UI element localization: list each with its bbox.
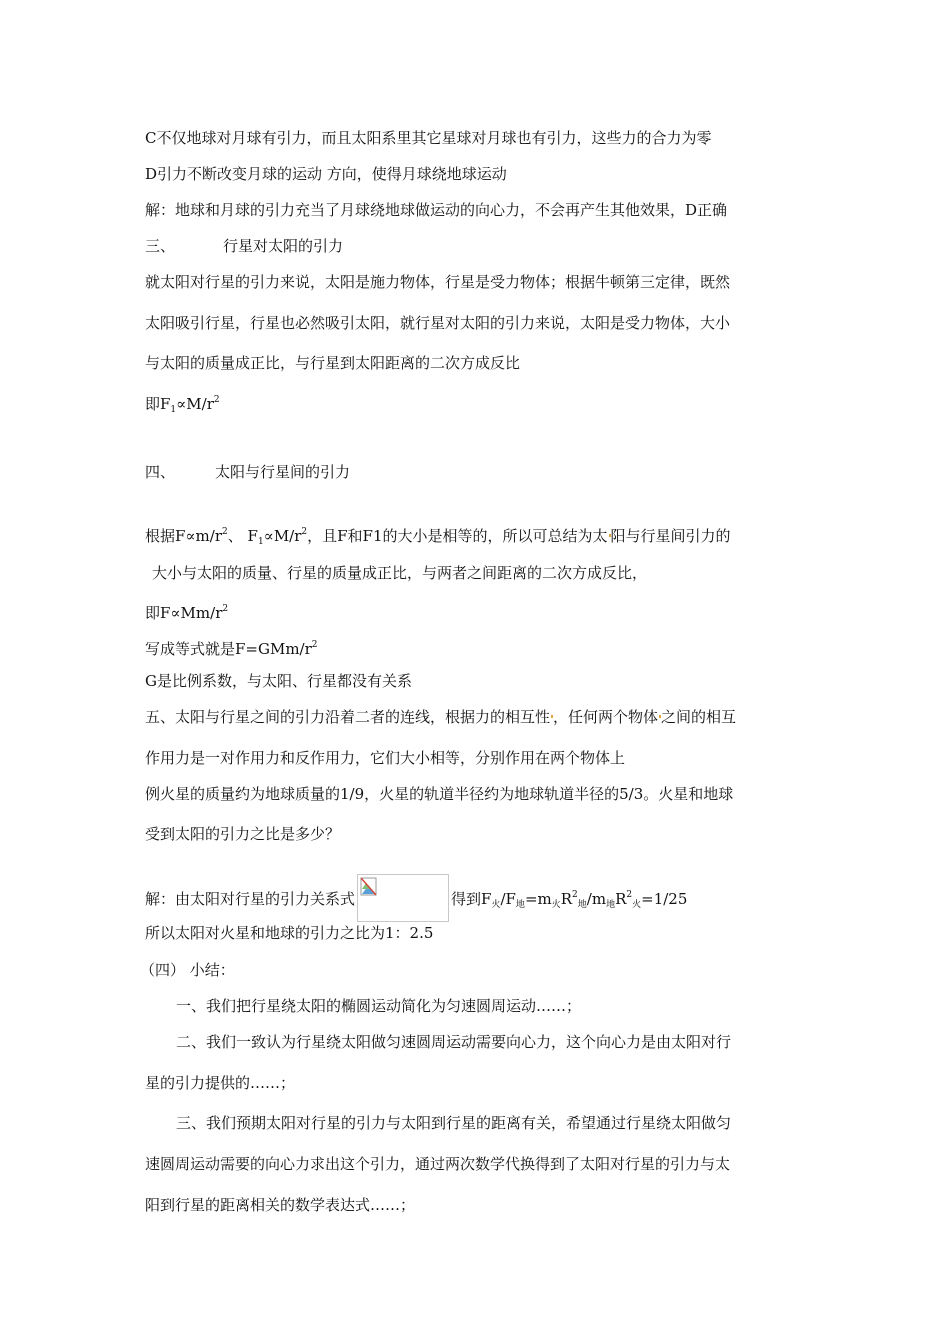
sub-huo-1: 火 — [491, 900, 501, 910]
solution-1: 解：地球和月球的引力充当了月球绕地球做运动的向心力，不会再产生其他效果，D正确 — [145, 201, 728, 219]
paragraph-5-line-1 — [145, 707, 736, 727]
paragraph-3-line-1: 就太阳对行星的引力来说，太阳是施力物体，行星是受力物体；根据牛顿第三定律，既然 — [145, 273, 731, 291]
p4-seg-c: ∝M/r — [263, 527, 302, 545]
formula-f1-superscript: 2 — [213, 395, 220, 405]
section-4-title: 太阳与行星间的引力 — [215, 463, 351, 481]
formula-f1-body: ∝M/r — [176, 395, 214, 413]
p4-seg-a: 根据F∝m/r — [145, 527, 223, 545]
p5-seg-a: 五、太阳与行星之间的引力沿着二者的连线，根据力的相互性 — [145, 708, 551, 726]
p4-sup-1: 2 — [222, 527, 228, 537]
p5-seg-b: ，任何两个物体 — [553, 708, 659, 726]
summary-point-3-line-2: 速圆周运动需要的向心力求出这个引力，通过两次数学代换得到了太阳对行星的引力与太 — [145, 1155, 731, 1173]
p4-seg-e: 阳与行星间引力的 — [610, 527, 731, 545]
sub-huo-2: 火 — [551, 900, 561, 910]
p4-sub-1: 1 — [257, 537, 264, 547]
broken-image-placeholder — [357, 874, 449, 922]
summary-point-3-line-1: 三、我们预期太阳对行星的引力与太阳到行星的距离有关，希望通过行星绕太阳做匀 — [176, 1114, 732, 1132]
solution-2-result-prefix: 得到F — [451, 890, 492, 908]
summary-point-2-line-2: 星的引力提供的……； — [145, 1074, 296, 1092]
solution-2 — [145, 874, 687, 922]
p4-sup-2: 2 — [301, 527, 308, 537]
section-4-number: 四、 — [145, 463, 176, 481]
example-line-1: 例火星的质量约为地球质量的1/9，火星的轨道半径约为地球轨道半径的5/3。火星和地球 — [145, 785, 734, 803]
solution-2-eq: =m — [524, 890, 552, 908]
summary-point-2-line-1: 二、我们一致认为行星绕太阳做匀速圆周运动需要向心力，这个向心力是由太阳对行 — [176, 1033, 732, 1051]
constant-g-note: G是比例系数，与太阳、行星都没有关系 — [145, 672, 412, 690]
paragraph-3-line-2: 太阳吸引行星，行星也必然吸引太阳，就行星对太阳的引力来说，太阳是受力物体，大小 — [145, 314, 731, 332]
sup-two-1: 2 — [572, 890, 578, 900]
formula-gravitation — [145, 635, 318, 659]
p4-seg-d: ，且F和F1的大小是相等的，所以可总结为太 — [307, 527, 608, 545]
solution-2-div: /m — [586, 890, 607, 908]
sub-di-2: 地 — [577, 900, 587, 910]
formula-f1 — [145, 390, 220, 420]
example-line-2: 受到太阳的引力之比是多少？ — [145, 825, 341, 843]
sub-huo-3: 火 — [632, 900, 642, 910]
paragraph-4-line-2: 大小与太阳的质量、行星的质量成正比，与两者之间距离的二次方成反比， — [152, 564, 648, 582]
answer-line: 所以太阳对火星和地球的引力之比为1：2.5 — [145, 924, 434, 942]
broken-image-icon — [360, 877, 378, 897]
formula-f-sup: 2 — [222, 604, 229, 614]
summary-point-1: 一、我们把行星绕太阳的椭圆运动简化为匀速圆周运动……； — [176, 997, 582, 1015]
summary-heading: （四） 小结： — [140, 961, 235, 979]
formula-gravitation-body: 写成等式就是F=GMm/r — [145, 640, 312, 658]
solution-2-prefix: 解：由太阳对行星的引力关系式 — [145, 890, 356, 908]
section-3-heading — [145, 236, 343, 256]
formula-f1-prefix: 即F — [145, 395, 171, 413]
option-d: D引力不断改变月球的运动 方向，使得月球绕地球运动 — [145, 165, 507, 183]
formula-gravitation-sup: 2 — [311, 640, 318, 650]
p4-seg-b: 、 F — [227, 527, 258, 545]
sub-di-1: 地 — [515, 900, 525, 910]
formula-f1-subscript: 1 — [170, 405, 177, 415]
solution-2-end: =1/25 — [641, 890, 688, 908]
paragraph-3-line-3: 与太阳的质量成正比，与行星到太阳距离的二次方成反比 — [145, 354, 521, 372]
sup-two-2: 2 — [626, 890, 633, 900]
formula-f — [145, 599, 228, 623]
section-3-number: 三、 — [145, 237, 176, 255]
paragraph-5-line-2: 作用力是一对作用力和反作用力，它们大小相等，分别作用在两个物体上 — [145, 749, 626, 767]
paragraph-4-line-1 — [145, 522, 731, 552]
radius-r-1: R — [560, 890, 573, 908]
section-3-title: 行星对太阳的引力 — [223, 237, 344, 255]
radius-r-2: R — [615, 890, 627, 908]
section-4-heading — [145, 462, 350, 482]
p5-seg-c: 之间的相互 — [661, 708, 737, 726]
sub-di-3: 地 — [606, 900, 616, 910]
summary-point-3-line-3: 阳到行星的距离相关的数学表达式……； — [145, 1196, 416, 1214]
solution-2-slash: /F — [500, 890, 516, 908]
option-c: C不仅地球对月球有引力，而且太阳系里其它星球对月球也有引力，这些力的合力为零 — [145, 129, 712, 147]
formula-f-body: 即F∝Mm/r — [145, 604, 223, 622]
